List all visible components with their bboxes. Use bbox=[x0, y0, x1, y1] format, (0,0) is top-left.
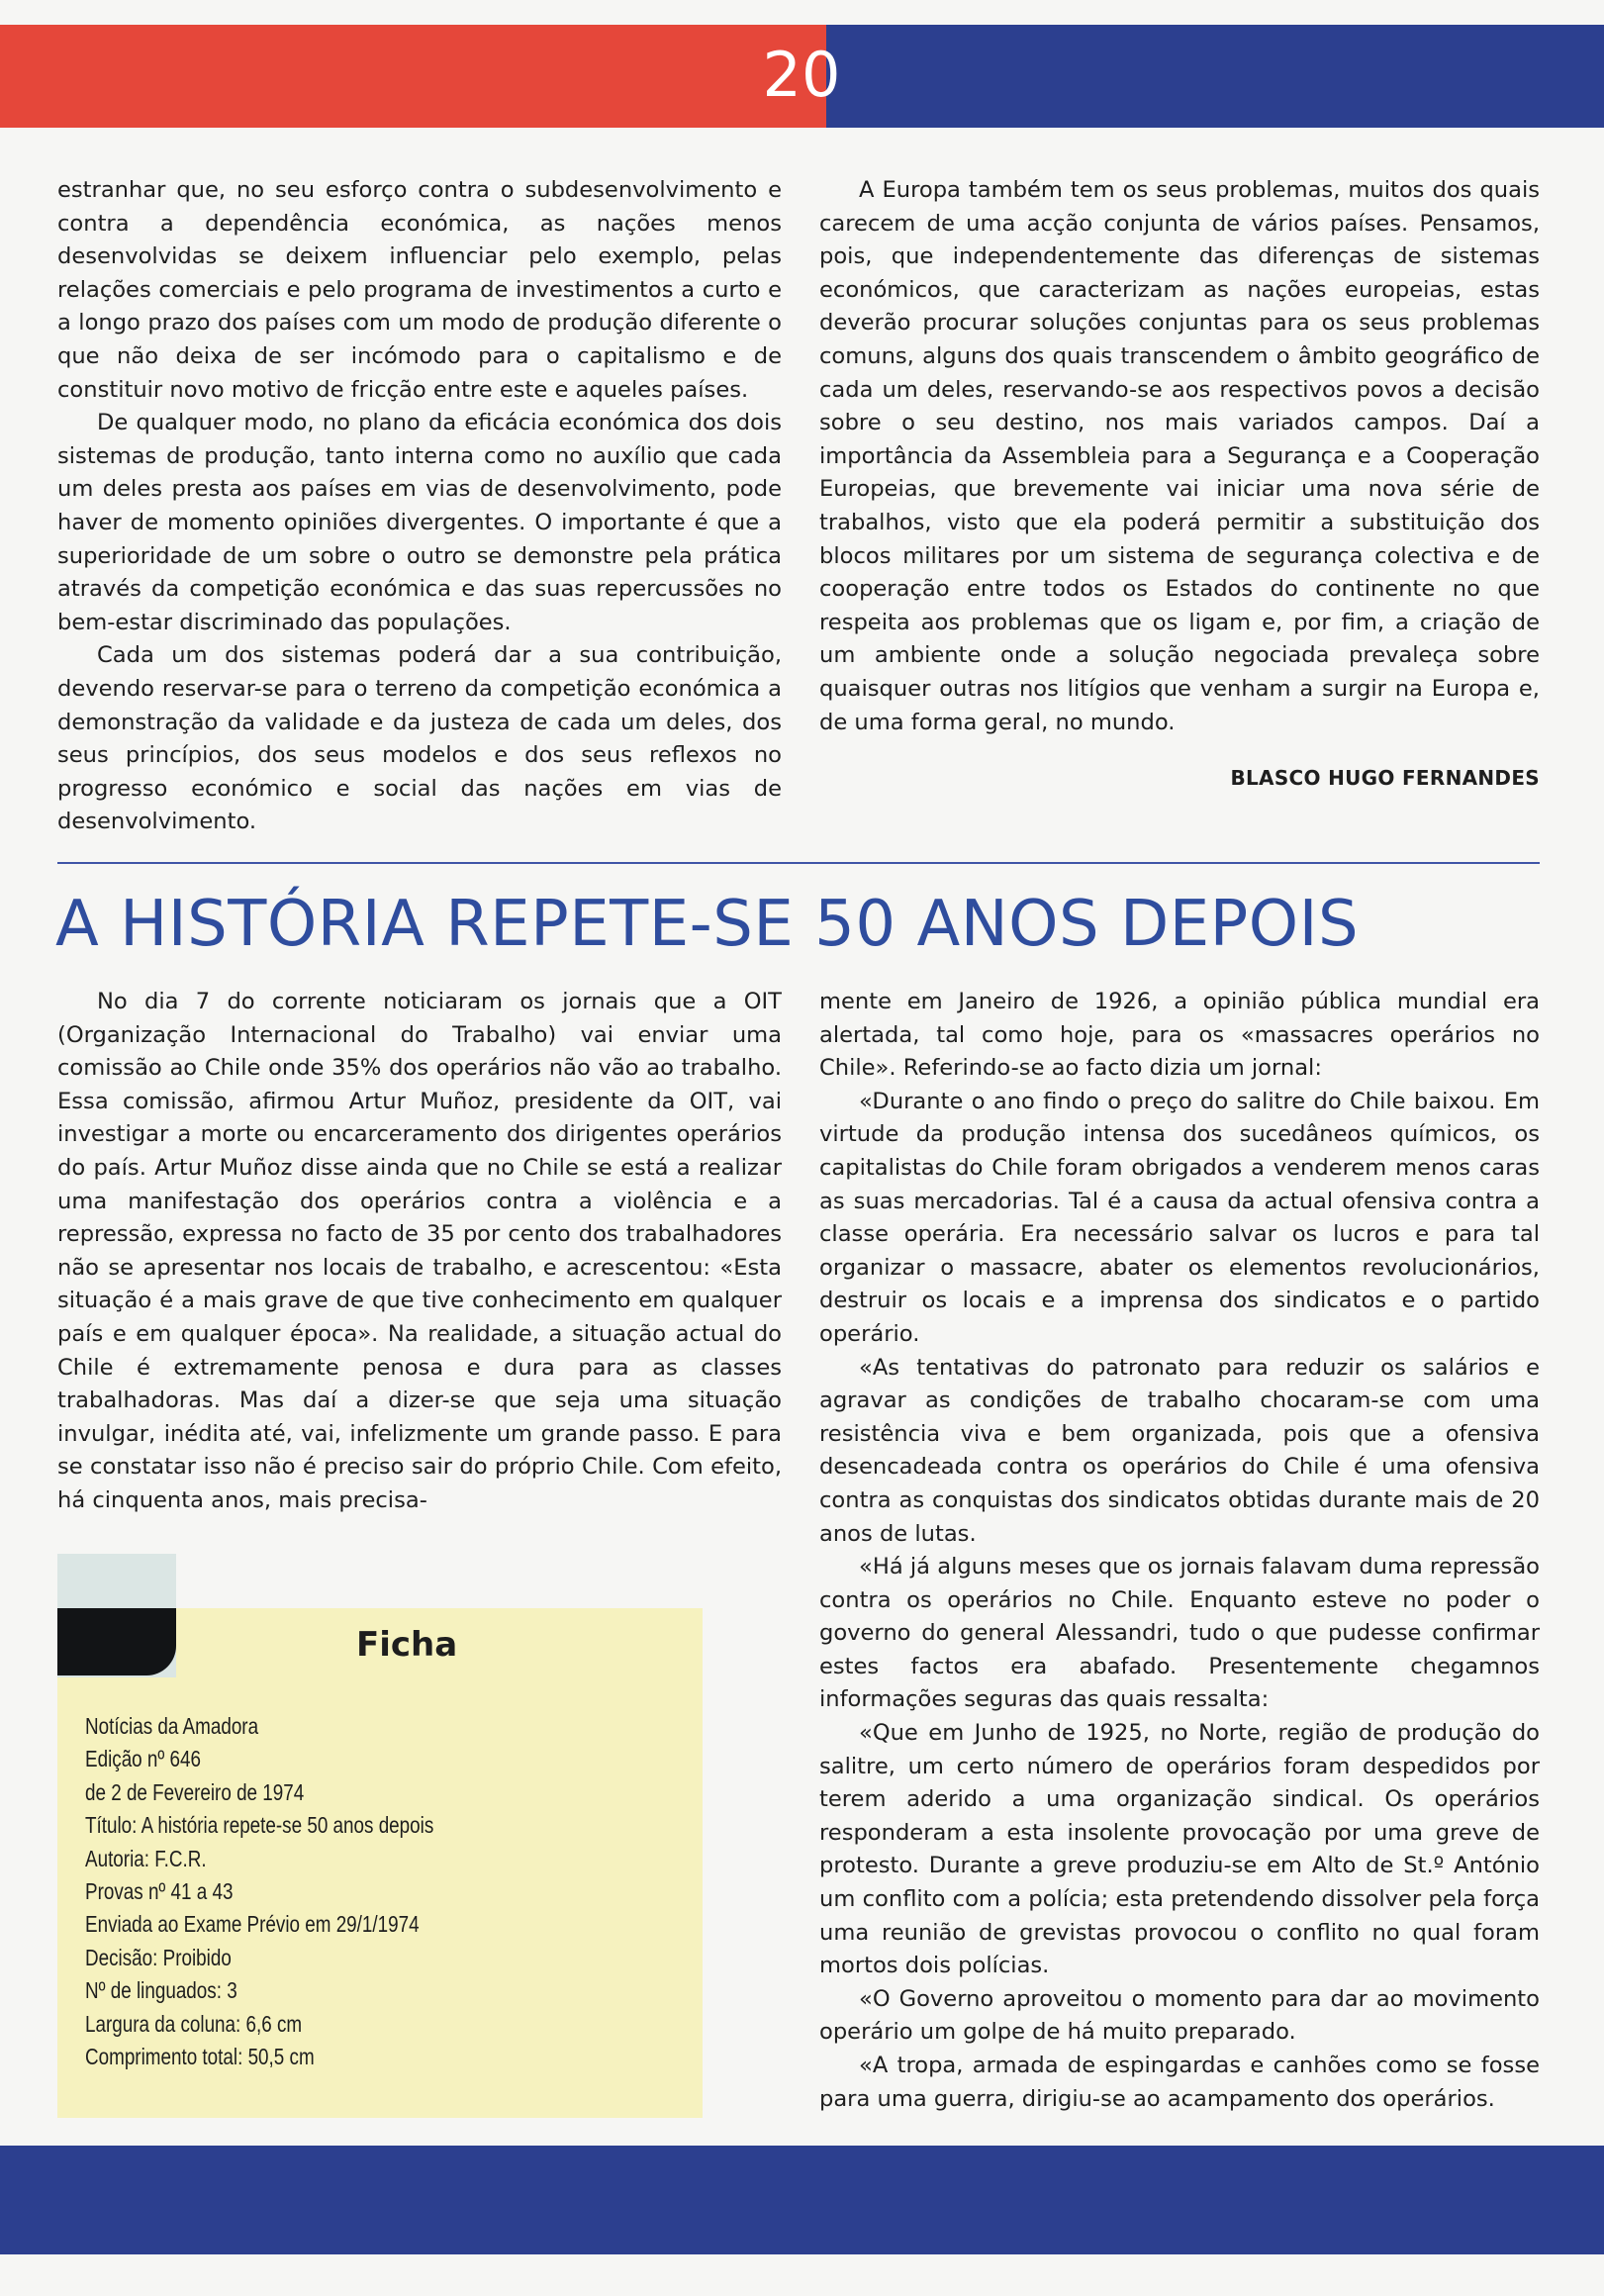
ficha-line: Autoria: F.C.R. bbox=[85, 1845, 207, 1871]
footer-bar bbox=[0, 2146, 1604, 2254]
paragraph: «Que em Junho de 1925, no Norte, região de produção do salitre, um certo número de operários foram despedidos por terem aderido a uma organização sindical. Os operários responderam a esta insolente provocação por uma greve de protesto. Durante a greve produziu-se em Alto de St.º António um conflito com a polícia; esta pretendendo dissolver pela força uma reunião de grevistas provocou o conflito no qual foram mortos dois polícias. bbox=[819, 1720, 1540, 1979]
author-signature: BLASCO HUGO FERNANDES bbox=[1230, 766, 1540, 790]
main-article-column-1 bbox=[57, 986, 782, 1518]
paragraph: «O Governo aproveitou o momento para dar ao movimento operário um golpe de há muito preparado. bbox=[819, 1985, 1540, 2046]
ficha-details bbox=[85, 1710, 511, 2073]
ficha-black-block bbox=[57, 1608, 176, 1675]
article-headline: A HISTÓRIA REPETE-SE 50 ANOS DEPOIS bbox=[55, 888, 1360, 961]
ficha-title: Ficha bbox=[356, 1625, 458, 1665]
paragraph: «As tentativas do patronato para reduzir os salários e agravar as condições de trabalho chocaram-se com uma resistência viva e bem organizada, pois que a ofensiva desencadeada contra os operários do Chile é uma ofensiva contra as conquistas dos sindicatos obtidas durante mais de 20 anos de lutas. bbox=[819, 1354, 1540, 1547]
ficha-line: Decisão: Proibido bbox=[85, 1944, 232, 1970]
paragraph: estranhar que, no seu esforço contra o subdesenvolvimento e contra a dependência económica, as nações menos desenvolvidas se deixem influenciar pelo exemplo, pelas relações comerciais e pelo programa de investimentos a curto e a longo prazo dos países com um modo de produção diferente o que não deixa de ser incómodo para o capitalismo e de constituir novo motivo de fricção entre este e aqueles países. bbox=[57, 177, 782, 403]
paragraph: A Europa também tem os seus problemas, muitos dos quais carecem de uma acção conjunta de vários países. Pensamos, pois, que independentemente das diferenças de sistemas económicos, que caracterizam as nações europeias, estas deverão procurar soluções conjuntas para os seus problemas comuns, alguns dos quais transcendem o âmbito geográfico de cada um deles, reservando-se aos respectivos povos a decisão sobre o seu destino, nos mais variados campos. Daí a importância da Assembleia para a Segurança e a Cooperação Europeias, que brevemente vai iniciar uma nova série de trabalhos, visto que ela poderá permitir a substituição dos blocos militares por um sistema de segurança colectiva e de cooperação entre todos os Estados do continente no que respeita aos problemas que os ligam e, por fim, a criação de um ambiente onde a solução negociada prevaleça sobre quaisquer outras nos litígios que venham a surgir na Europa e, de uma forma geral, no mundo. bbox=[819, 177, 1540, 735]
paragraph: Cada um dos sistemas poderá dar a sua contribuição, devendo reservar-se para o terreno da competição económica a demonstração da validade e da justeza de cada um deles, dos seus princípios, dos seus modelos e dos seus reflexos no progresso económico e social das nações em vias de desenvolvimento. bbox=[57, 642, 782, 835]
top-article-column-1 bbox=[57, 174, 782, 839]
paragraph: «Há já alguns meses que os jornais falavam duma repressão contra os operários no Chile. Enquanto esteve no poder o governo do general Alessandri, tudo o que pudesse confirmar estes factos era abafado. Presentemente chegamnos informações seguras das quais ressalta: bbox=[819, 1554, 1540, 1713]
page-number: 20 bbox=[762, 39, 841, 111]
ficha-line: Nº de linguados: 3 bbox=[85, 1977, 237, 2004]
header-blue-band bbox=[826, 25, 1604, 128]
ficha-line: de 2 de Fevereiro de 1974 bbox=[85, 1778, 305, 1805]
ficha-line: Título: A história repete-se 50 anos depois bbox=[85, 1812, 434, 1839]
ficha-line: Provas nº 41 a 43 bbox=[85, 1878, 234, 1905]
main-article-column-2 bbox=[819, 986, 1540, 2116]
paragraph: De qualquer modo, no plano da eficácia económica dos dois sistemas de produção, tanto interna como no auxílio que cada um deles presta aos países em vias de desenvolvimento, pode haver de momento opiniões divergentes. O importante é que a superioridade de um sobre o outro se demonstre pela prática através da competição económica e das suas repercussões no bem-estar discriminado das populações. bbox=[57, 410, 782, 635]
paragraph: «Durante o ano findo o preço do salitre do Chile baixou. Em virtude da produção intensa dos sucedâneos químicos, os capitalistas do Chile foram obrigados a venderem menos caras as suas mercadorias. Tal é a causa da actual ofensiva contra a classe operária. Era necessário salvar os lucros e para tal organizar o massacre, abater os elementos revolucionários, destruir os locais e a imprensa dos sindicatos e o partido operário. bbox=[819, 1088, 1540, 1347]
ficha-line: Comprimento total: 50,5 cm bbox=[85, 2044, 315, 2070]
ficha-line: Edição nº 646 bbox=[85, 1746, 201, 1772]
section-divider bbox=[57, 862, 1540, 864]
header-bar bbox=[0, 25, 1604, 128]
header-red-band bbox=[0, 25, 826, 128]
top-article-column-2 bbox=[819, 174, 1540, 739]
ficha-line: Largura da coluna: 6,6 cm bbox=[85, 2010, 303, 2037]
ficha-line: Enviada ao Exame Prévio em 29/1/1974 bbox=[85, 1911, 420, 1938]
paragraph: No dia 7 do corrente noticiaram os jornais que a OIT (Organização Internacional do Trabalho) vai enviar uma comissão ao Chile onde 35% dos operários não vão ao trabalho. Essa comissão, afirmou Artur Muñoz, presidente da OIT, vai investigar a morte ou encarceramento dos dirigentes operários do país. Artur Muñoz disse ainda que no Chile se está a realizar uma manifestação dos operários contra a violência e a repressão, expressa no facto de 35 por cento dos trabalhadores não se apresentar nos locais de trabalho, e acrescentou: «Esta situação é a mais grave de que tive conhecimento em qualquer país e em qualquer época». Na realidade, a situação actual do Chile é extremamente penosa e dura para as classes trabalhadoras. Mas daí a dizer-se que seja uma situação invulgar, inédita até, vai, infelizmente um grande passo. E para se constatar isso não é preciso sair do próprio Chile. Com efeito, há cinquenta anos, mais precisa- bbox=[57, 989, 782, 1513]
ficha-line: Notícias da Amadora bbox=[85, 1713, 259, 1739]
paragraph: «A tropa, armada de espingardas e canhões como se fosse para uma guerra, dirigiu-se ao acampamento dos operários. bbox=[819, 2053, 1540, 2112]
paragraph: mente em Janeiro de 1926, a opinião pública mundial era alertada, tal como hoje, para os «massacres operários no Chile». Referindo-se ao facto dizia um jornal: bbox=[819, 989, 1540, 1082]
